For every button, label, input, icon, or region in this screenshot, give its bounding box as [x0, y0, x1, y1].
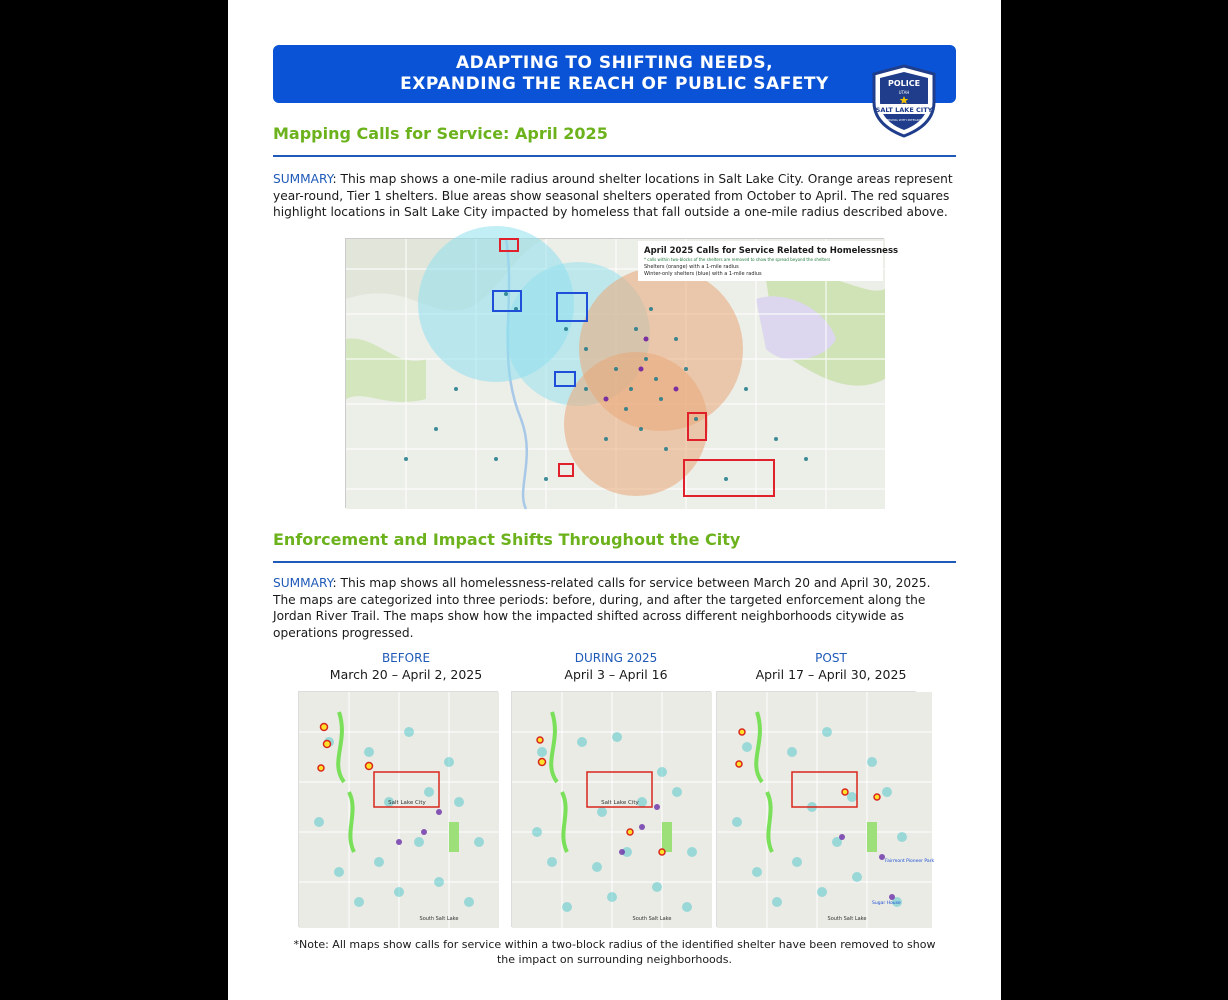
- section-rule: [273, 155, 956, 157]
- police-badge-logo: [868, 64, 940, 138]
- badge-police: POLICE: [887, 79, 921, 88]
- main-map-legend-blue: Winter-only shelters (blue) with a 1-mile radius: [644, 271, 762, 277]
- period-name: BEFORE: [381, 651, 431, 665]
- period-name: POST: [815, 651, 847, 665]
- heatmap-south-label: South Salt Lake: [632, 916, 672, 922]
- summary-label: SUMMARY: [273, 172, 333, 186]
- summary-text: : This map shows all homelessness-related calls for service between March 20 and April 30, 2025. The maps are categorized into three periods: before, during, and after the targeted enforcement along the Jordan River Trail. The maps show how the impacted shifted across different neighborhoods citywide as operations progressed.: [273, 576, 931, 640]
- period-before-header: [306, 650, 506, 684]
- heatmap-sugarhouse-label: Sugar House: [872, 901, 901, 906]
- period-dates: April 3 – April 16: [564, 667, 668, 682]
- main-map-legend-title: April 2025 Calls for Service Related to Homelessness: [644, 246, 899, 256]
- heatmap-canvas: [717, 692, 935, 928]
- badge-motto: SERVING WITH INTEGRITY: [884, 118, 924, 122]
- summary-label: SUMMARY: [273, 576, 333, 590]
- title-banner: [273, 45, 956, 103]
- heatmap-south-label: South Salt Lake: [827, 916, 867, 922]
- main-shelter-map: [345, 238, 899, 508]
- heatmap-before: [298, 691, 498, 927]
- main-map-canvas: [346, 239, 899, 509]
- heatmap-post: [716, 691, 935, 927]
- heatmap-city-label: Salt Lake City: [388, 800, 426, 806]
- document-page: [228, 0, 1001, 1000]
- badge-state: UTAH: [898, 90, 910, 95]
- main-map-legend-orange: Shelters (orange) with a 1-mile radius: [644, 264, 739, 270]
- badge-city: SALT LAKE CITY: [875, 106, 933, 114]
- period-dates: April 17 – April 30, 2025: [755, 667, 907, 682]
- heatmap-south-label: South Salt Lake: [419, 916, 459, 922]
- heatmap-canvas: [299, 692, 499, 928]
- period-post-header: [731, 650, 931, 684]
- period-during-header: [516, 650, 716, 684]
- section-title-enforcement: Enforcement and Impact Shifts Throughout the City: [273, 530, 741, 549]
- banner-line-1: ADAPTING TO SHIFTING NEEDS,: [455, 53, 774, 73]
- main-map-legend-note: * calls within two-blocks of the shelters are removed to show the spread beyond the shelters: [644, 257, 831, 262]
- period-name: DURING 2025: [574, 651, 658, 665]
- heatmap-city-label: Salt Lake City: [601, 800, 639, 806]
- summary-mapping: [273, 171, 956, 221]
- heatmap-canvas: [512, 692, 712, 928]
- period-dates: March 20 – April 2, 2025: [329, 667, 483, 682]
- heatmap-during: [511, 691, 711, 927]
- section-title-mapping: Mapping Calls for Service: April 2025: [273, 124, 608, 143]
- footnote: *Note: All maps show calls for service within a two-block radius of the identified shelter have been removed to show the impact on surrounding neighborhoods.: [293, 938, 936, 966]
- summary-text: : This map shows a one-mile radius around shelter locations in Salt Lake City. Orange areas represent year-round, Tier 1 shelters. Blue areas show seasonal shelters operated from October to April. The red squares highlight locations in Salt Lake City impacted by homeless that fall outside a one-mile radius described above.: [273, 172, 953, 219]
- summary-enforcement: [273, 575, 956, 641]
- heatmap-park-label: Fairmont Pioneer Park: [885, 859, 935, 864]
- section-rule: [273, 561, 956, 563]
- banner-line-2: EXPANDING THE REACH OF PUBLIC SAFETY: [400, 74, 829, 94]
